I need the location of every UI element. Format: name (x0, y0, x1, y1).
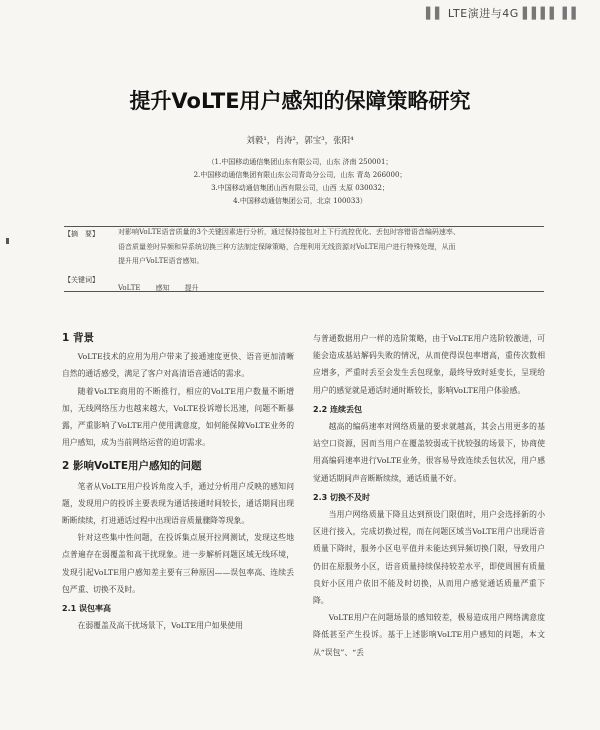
abstract-text (118, 225, 544, 269)
section-heading: 1 背景 (62, 332, 94, 344)
affiliation-line: 2.中国移动通信集团有限山东公司青岛分公司，山东 青岛 266000； (193, 171, 407, 179)
section-tag-bars-right: ▌▌▌▌ ▌▌ (522, 7, 581, 20)
subsection-heading: 2.1 误包率高 (62, 604, 111, 614)
right-column (313, 330, 545, 661)
paragraph: 针对这些集中性问题，在投诉集点展开拉网测试，发现这些地点普遍存在弱覆盖和高干扰现象。进一步解析问题区域无线环境，发现引起VoLTE用户感知差主要有三种原因——误包率高、连续丢包严重、切换不及时。 (62, 533, 294, 594)
keyword: 感知 (155, 284, 170, 292)
section-heading: 2 影响VoLTE用户感知的问题 (62, 460, 202, 473)
subsection-heading: 2.3 切换不及时 (313, 492, 370, 502)
affiliation-line: 3.中国移动通信集团山西有限公司，山西 太原 030032； (211, 184, 389, 192)
paragraph: 越高的编码速率对网络质量的要求就越高，其会占用更多的基站空口资源，因而当用户在覆盖较弱或干扰较强的场景下，协商使用高编码速率进行VoLTE业务，很容易导致连续丢包状况，用户感觉通话期间声音断断续续，通话质量不好。 (313, 422, 545, 483)
article-title: 提升VoLTE用户感知的保障策略研究 (129, 89, 471, 113)
section-tag-bars-left: ▌▌ (426, 7, 444, 20)
author-list: 刘毅¹，肖涛²，郭宝³，张阳⁴ (246, 136, 354, 146)
paragraph: VoLTE用户在问题场景的感知较差，极易造成用户网络满意度降低甚至产生投诉。基于上述影响VoLTE用户感知的问题，本文从“误包”、“丢 (313, 613, 545, 657)
abstract-bottom-rule (64, 291, 544, 292)
paragraph: 与普通数据用户一样的选阶策略，由于VoLTE用户选阶较激进，可能会造成基站解码失败的情况，从而使得误包率增高，重传次数相应增多，严重时丢至会发生丢包现象，最终导致时延变长，呈现给用户的感觉就是通话时通时断较长，影响VoLTE用户体验感。 (313, 334, 545, 395)
margin-mark (6, 238, 9, 244)
affiliation-line: 4.中国移动通信集团公司，北京 100033） (233, 197, 367, 205)
abstract-line: 语音质量差时异频和异系统切换三种方法制定保障策略，合理利用无线资源对VoLTE用户进行特殊处理，从而 (118, 242, 456, 251)
paragraph: 笔者从VoLTE用户投诉角度入手，通过分析用户反映的感知问题，发现用户的投诉主要表现为通话接通时间较长，通话期间出现断断续续，打进通话过程中出现语音质量骤降等现象。 (62, 481, 294, 526)
paragraph: 当用户网络质量下降且达到预设门限值时，用户会选择新的小区进行接入，完成切换过程，而在问题区域当VoLTE用户出现语音质量下降时，服务小区电平值并未能达到异频切换门限，导致用户仍旧在原服务小区，语音质量持续保持较差水平，即使周围有质量良好小区用户依旧不能及时切换，从而用户感觉通话质量严重下降。 (313, 510, 545, 606)
abstract-label: 【摘 要】 (64, 230, 99, 238)
keyword: 提升 (184, 284, 199, 292)
keyword: VoLTE (118, 284, 141, 292)
abstract-line: 提升用户VoLTE语音感知。 (118, 257, 204, 265)
paragraph: 在弱覆盖及高干扰场景下，VoLTE用户如果使用 (77, 621, 243, 631)
section-tag-label: LTE演进与4G (447, 7, 519, 20)
paragraph: 随着VoLTE商用的不断推行，相应的VoLTE用户数量不断增加，无线网络压力也越来越大，VoLTE投诉增长迅速，问题不断暴露，严重影响了VoLTE用户使用满意度，如何能保障VoLTE业务的用户感知，成为当前网络运营的迫切需求。 (62, 386, 294, 448)
paragraph: VoLTE技术的应用为用户带来了接通速度更快、语音更加清晰自然的通话感受，满足了客户对高清语音通话的需求。 (62, 352, 294, 379)
keywords-label: 【关键词】 (64, 276, 99, 284)
subsection-heading: 2.2 连续丢包 (313, 404, 362, 414)
affiliation-line: （1.中国移动通信集团山东有限公司，山东 济南 250001； (207, 158, 393, 166)
abstract-line: 对影响VoLTE语音质量的3个关键因素进行分析，通过保持接包对上下行流控优化、丢包时容错语音编码速率、 (118, 228, 460, 236)
left-column (62, 330, 294, 634)
section-tag (426, 5, 596, 23)
